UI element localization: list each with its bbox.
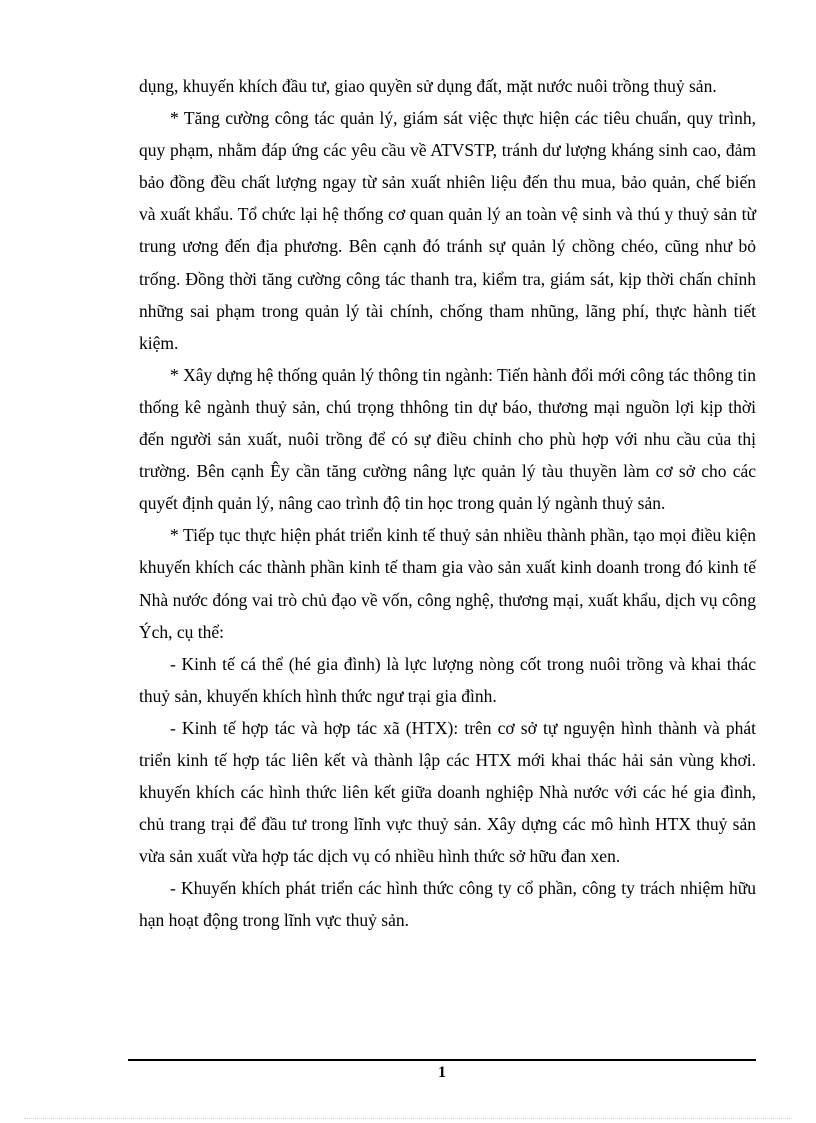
paragraph-information-system: * Xây dựng hệ thống quản lý thông tin ngành: Tiến hành đổi mới công tác thông tin thống kê ngành thuỷ sản, chú trọng thhông tin dự báo, thương mại nguồn lợi kịp thời đến người sản xuất, nuôi trồng để có sự điều chỉnh cho phù hợp với nhu cầu của thị trường. Bên cạnh Êy cần tăng cường nâng lực quản lý tàu thuyền làm cơ sở cho các quyết định quản lý, nâng cao trình độ tin học trong quản lý ngành thuỷ sản. bbox=[139, 364, 756, 514]
paragraph-economic-sectors: * Tiếp tục thực hiện phát triển kinh tế thuỷ sản nhiều thành phần, tạo mọi điều kiện khuyến khích các thành phần kinh tế tham gia vào sản xuất kinh doanh trong đó kinh tế Nhà nước đóng vai trò chủ đạo về vốn, công nghệ, thương mại, xuất khẩu, dịch vụ công Ých, cụ thể: bbox=[139, 525, 756, 642]
paragraph-household-economy: - Kinh tế cá thể (hé gia đình) là lực lượng nòng cốt trong nuôi trồng và khai thác thuỷ sản, khuyến khích hình thức ngư trại gia đình. bbox=[139, 653, 756, 706]
page-number: 1 bbox=[438, 1064, 446, 1081]
paragraph-companies: - Khuyến khích phát triển các hình thức công ty cổ phần, công ty trách nhiệm hữu hạn hoạt động trong lĩnh vực thuỷ sản. bbox=[139, 878, 756, 931]
paragraph-food-safety-management: * Tăng cường công tác quản lý, giám sát việc thực hiện các tiêu chuẩn, quy trình, quy phạm, nhằm đáp ứng các yêu cầu về ATVSTP, tránh dư lượng kháng sinh cao, đảm bảo đồng đều chất lượng ngay từ sản xuất nhiên liệu đến thu mua, bảo quản, chế biến và xuất khẩu. Tổ chức lại hệ thống cơ quan quản lý an toàn vệ sinh và thú y thuỷ sản từ trung ương đến địa phương. Bên cạnh đó tránh sự quản lý chồng chéo, cũng như bỏ trống. Đồng thời tăng cường công tác thanh tra, kiểm tra, giám sát, kịp thời chấn chỉnh những sai phạm trong quản lý tài chính, chống tham nhũng, lãng phí, thực hành tiết kiệm. bbox=[139, 108, 756, 353]
page-bottom-edge bbox=[24, 1118, 792, 1119]
paragraph-cooperatives: - Kinh tế hợp tác và hợp tác xã (HTX): trên cơ sở tự nguyện hình thành và phát triển kinh tế hợp tác liên kết và thành lập các HTX mới khai thác hải sản vùng khơi. khuyến khích các hình thức liên kết giữa doanh nghiệp Nhà nước với các hé gia đình, chủ trang trại để đầu tư trong lĩnh vực thuỷ sản. Xây dựng các mô hình HTX thuỷ sản vừa sản xuất vừa hợp tác dịch vụ có nhiều hình thức sở hữu đan xen. bbox=[139, 717, 756, 867]
body-text bbox=[139, 70, 756, 937]
footer-divider bbox=[128, 1059, 756, 1061]
paragraph-continuation: dụng, khuyến khích đầu tư, giao quyền sử dụng đất, mặt nước nuôi trồng thuỷ sản. bbox=[139, 76, 717, 96]
